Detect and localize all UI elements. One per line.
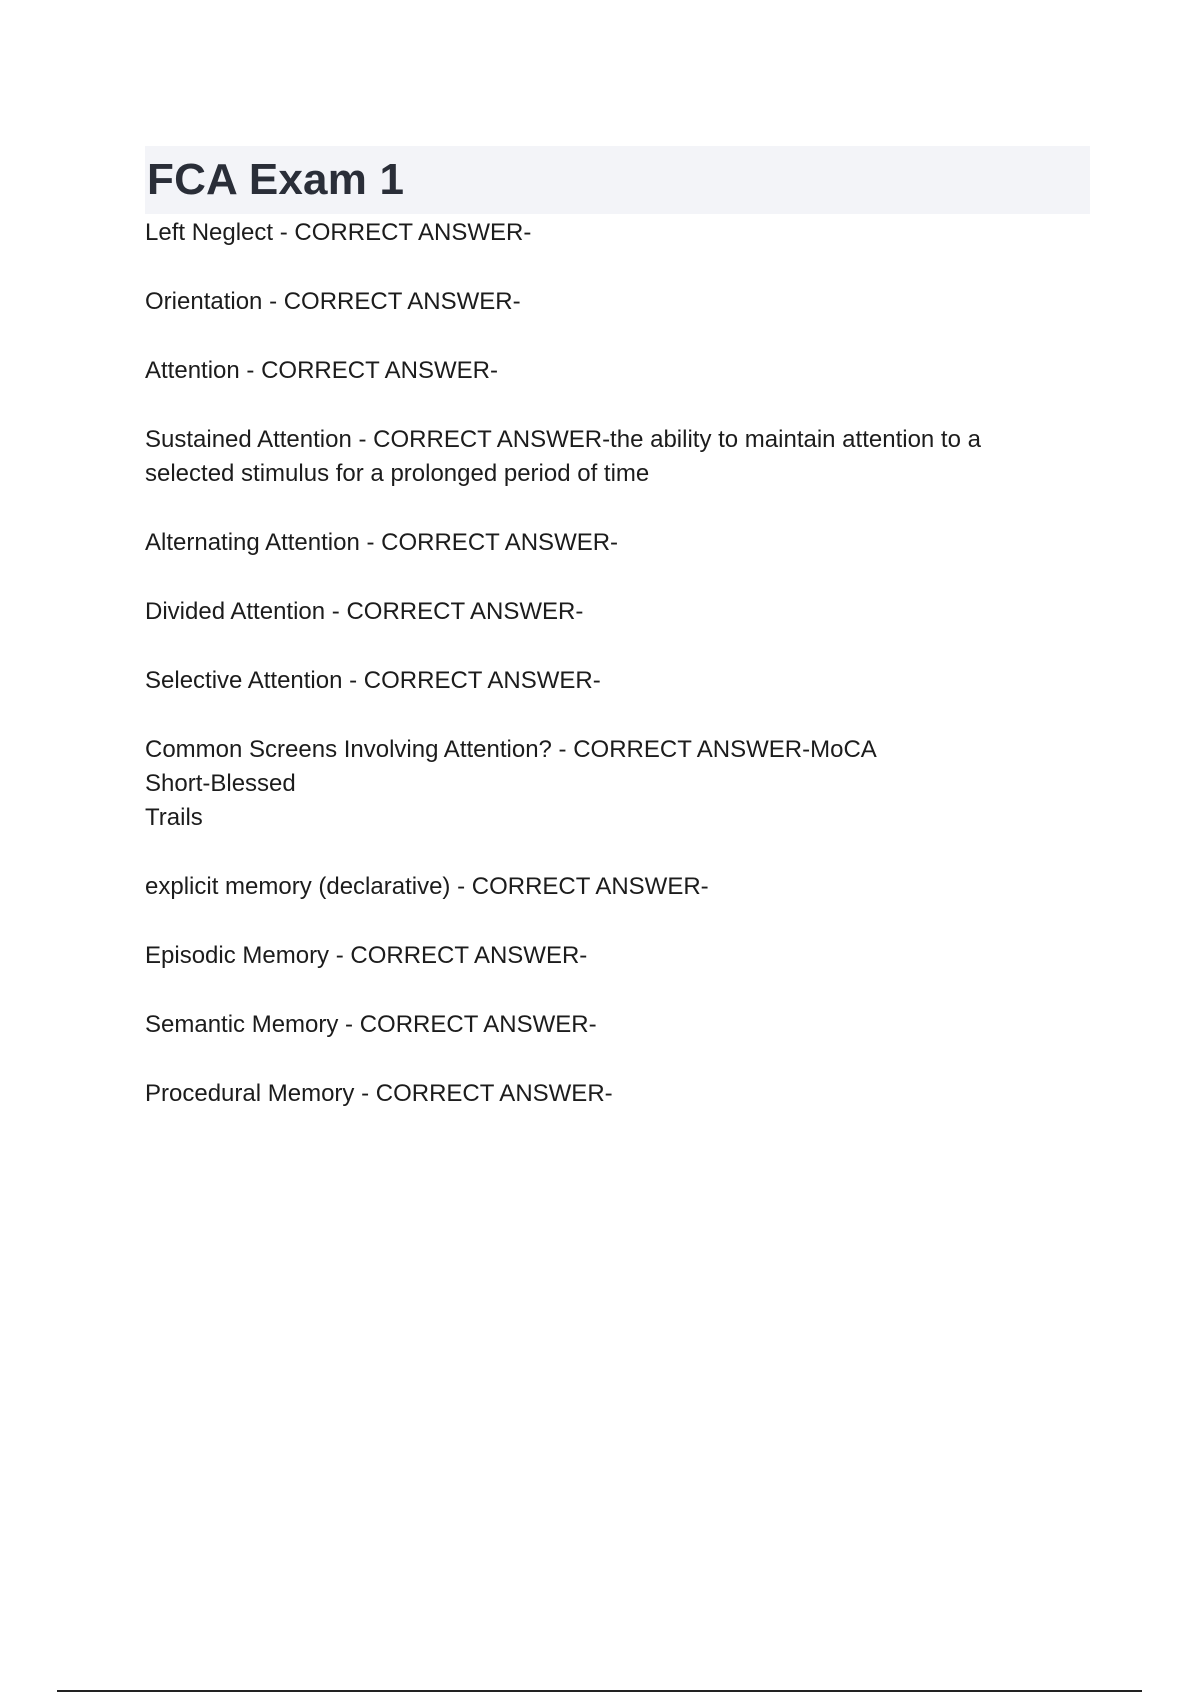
entry-divided-attention xyxy=(145,595,1090,629)
entry-sustained-attention xyxy=(145,423,1090,491)
entry-line: Procedural Memory - CORRECT ANSWER- xyxy=(145,1080,613,1107)
entry-alternating-attention xyxy=(145,526,1090,560)
entry-line: Selective Attention - CORRECT ANSWER- xyxy=(145,667,601,694)
entry-line: Alternating Attention - CORRECT ANSWER- xyxy=(145,529,619,556)
entry-semantic-memory xyxy=(145,1008,1090,1042)
entry-line: explicit memory (declarative) - CORRECT ANSWER- xyxy=(145,873,709,900)
entry-common-screens xyxy=(145,733,1090,835)
entry-line: Trails xyxy=(145,804,203,831)
entry-line: Sustained Attention - CORRECT ANSWER-the ability to maintain attention to a xyxy=(145,426,981,453)
entry-line: Short-Blessed xyxy=(145,770,296,797)
document-title: FCA Exam 1 xyxy=(147,155,405,204)
entry-list xyxy=(145,216,1090,1111)
entry-orientation xyxy=(145,285,1090,319)
entry-line: Orientation - CORRECT ANSWER- xyxy=(145,288,521,315)
document-page xyxy=(145,146,1090,1146)
entry-episodic-memory xyxy=(145,939,1090,973)
entry-procedural-memory xyxy=(145,1077,1090,1111)
entry-attention xyxy=(145,354,1090,388)
entry-line: Semantic Memory - CORRECT ANSWER- xyxy=(145,1011,597,1038)
footer-divider xyxy=(57,1690,1142,1692)
entry-line: Attention - CORRECT ANSWER- xyxy=(145,357,498,384)
entry-left-neglect xyxy=(145,216,1090,250)
entry-selective-attention xyxy=(145,664,1090,698)
entry-line: Left Neglect - CORRECT ANSWER- xyxy=(145,219,532,246)
entry-line: Divided Attention - CORRECT ANSWER- xyxy=(145,598,584,625)
entry-explicit-memory xyxy=(145,870,1090,904)
entry-line: Episodic Memory - CORRECT ANSWER- xyxy=(145,942,588,969)
entry-line: Common Screens Involving Attention? - CORRECT ANSWER-MoCA xyxy=(145,736,877,763)
entry-line: selected stimulus for a prolonged period of time xyxy=(145,460,650,487)
title-band xyxy=(145,146,1090,214)
